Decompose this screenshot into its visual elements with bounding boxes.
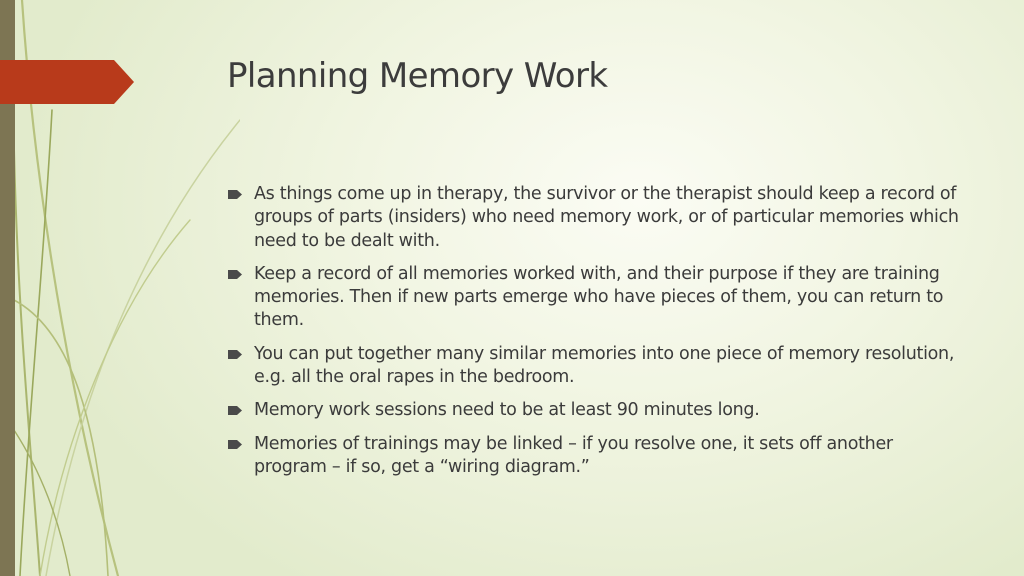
bullet-arrow-icon	[228, 190, 242, 199]
bullet-text: Keep a record of all memories worked with, and their purpose if they are training memories. Then if new parts emerge who have pieces of them, you can return to them.	[254, 263, 944, 331]
bullet-text: Memories of trainings may be linked – if you resolve one, it sets off another program – if so, get a “wiring diagram.”	[254, 433, 893, 477]
bullet-list	[228, 183, 968, 489]
slide-title: Planning Memory Work	[227, 56, 608, 96]
bullet-arrow-icon	[228, 350, 242, 359]
bullet-arrow-icon	[228, 270, 242, 279]
title-arrow-shape	[0, 60, 136, 104]
bullet-item	[228, 433, 968, 480]
bullet-arrow-icon	[228, 406, 242, 415]
bullet-item	[228, 263, 968, 333]
bullet-text: As things come up in therapy, the survivor or the therapist should keep a record of groups of parts (insiders) who need memory work, or of particular memories which need to be dealt with.	[254, 184, 959, 251]
bullet-item	[228, 399, 968, 422]
bullet-item	[228, 343, 968, 390]
bullet-item	[228, 183, 968, 253]
bullet-text: You can put together many similar memories into one piece of memory resolution, e.g. all the oral rapes in the bedroom.	[254, 343, 955, 388]
bullet-text: Memory work sessions need to be at least 90 minutes long.	[254, 400, 760, 421]
bullet-arrow-icon	[228, 440, 242, 449]
